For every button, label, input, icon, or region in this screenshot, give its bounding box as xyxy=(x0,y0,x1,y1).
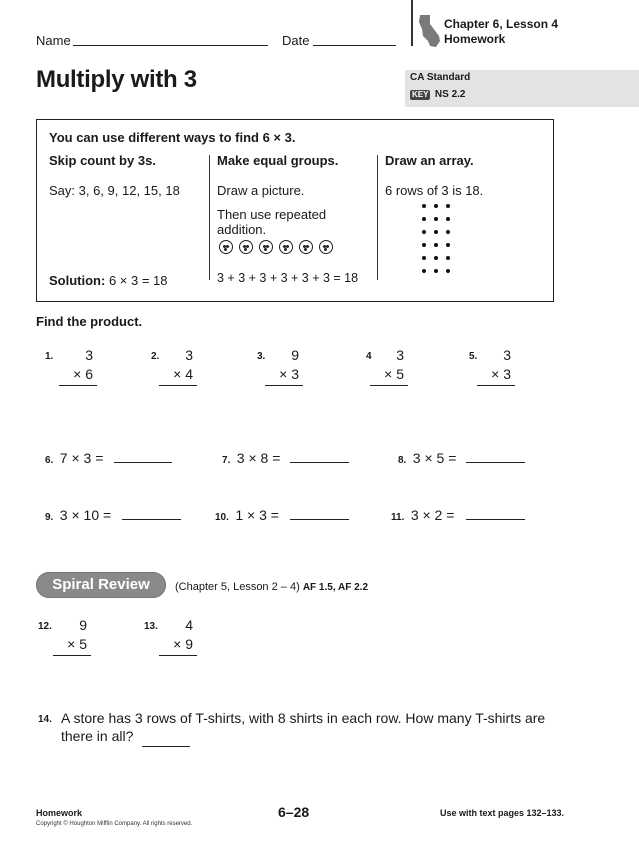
problem-top: 3 xyxy=(503,347,511,363)
copyright: Copyright © Houghton Mifflin Company. All rights reserved. xyxy=(36,821,193,827)
skip-count-heading: Skip count by 3s. xyxy=(49,153,156,168)
header-divider xyxy=(411,0,413,46)
array-dot xyxy=(434,269,438,273)
group-icon xyxy=(219,240,233,254)
groups-picture xyxy=(219,240,339,256)
problem-expression: 3 × 8 = xyxy=(236,450,281,466)
array-dot xyxy=(422,269,426,273)
key-badge: KEY xyxy=(412,90,429,99)
group-icon xyxy=(239,240,253,254)
array-dot xyxy=(446,243,450,247)
answer-rule xyxy=(477,385,515,386)
array-dot xyxy=(446,230,450,234)
horizontal-problem xyxy=(391,507,454,525)
group-icon xyxy=(299,240,313,254)
california-map-icon xyxy=(418,14,442,48)
problem-bottom: × 5 xyxy=(67,636,87,652)
column-divider-2 xyxy=(377,155,378,280)
problem-expression: 3 × 5 = xyxy=(412,450,457,466)
answer-rule xyxy=(53,655,91,656)
answer-rule xyxy=(265,385,303,386)
problem-top: 3 xyxy=(185,347,193,363)
array-dot xyxy=(446,256,450,260)
problem-bottom: × 3 xyxy=(279,366,299,382)
name-label: Name xyxy=(36,33,71,48)
array-dot xyxy=(422,256,426,260)
problem-bottom: × 6 xyxy=(73,366,93,382)
problem-bottom: × 9 xyxy=(173,636,193,652)
solution-label: Solution: xyxy=(49,273,106,288)
solution-value: 6 × 3 = 18 xyxy=(108,273,168,288)
array-dot xyxy=(422,230,426,234)
array-dot xyxy=(434,204,438,208)
answer-blank[interactable] xyxy=(466,462,525,463)
problem-expression: 1 × 3 = xyxy=(235,507,279,523)
array-heading: Draw an array. xyxy=(385,153,474,168)
horizontal-problem xyxy=(222,450,280,468)
problem-number: 13. xyxy=(144,621,158,632)
problem-number: 14. xyxy=(38,714,52,725)
problem-number: 6. xyxy=(45,455,54,466)
spiral-reference: (Chapter 5, Lesson 2 – 4) xyxy=(175,581,300,593)
problem-top: 3 xyxy=(85,347,93,363)
problem-expression: 7 × 3 = xyxy=(59,450,104,466)
equal-groups-text3: addition. xyxy=(217,222,267,237)
problem-number: 2. xyxy=(151,351,160,362)
group-icon xyxy=(279,240,293,254)
problem-number: 1. xyxy=(45,351,54,362)
problem-top: 9 xyxy=(291,347,299,363)
homework-type: Homework xyxy=(444,32,506,46)
instruction-intro: You can use different ways to find 6 × 3. xyxy=(49,130,296,145)
answer-rule xyxy=(159,385,197,386)
spiral-review-label: Spiral Review xyxy=(36,572,166,598)
equal-groups-text1: Draw a picture. xyxy=(217,183,305,198)
problem-bottom: × 3 xyxy=(491,366,511,382)
answer-rule xyxy=(59,385,97,386)
repeated-addition: 3 + 3 + 3 + 3 + 3 + 3 = 18 xyxy=(217,271,359,285)
answer-blank[interactable] xyxy=(122,519,181,520)
problem-number: 3. xyxy=(257,351,266,362)
date-field[interactable] xyxy=(313,45,396,46)
problem-number: 10. xyxy=(215,512,229,523)
standard-box xyxy=(405,70,639,107)
dot-array xyxy=(422,204,454,276)
horizontal-problem xyxy=(215,507,279,525)
problem-number: 11. xyxy=(391,512,405,523)
equal-groups-heading: Make equal groups. xyxy=(217,153,339,168)
problem-bottom: × 4 xyxy=(173,366,193,382)
horizontal-problem xyxy=(45,507,111,525)
array-dot xyxy=(434,256,438,260)
array-text: 6 rows of 3 is 18. xyxy=(385,183,484,198)
problem-number: 4 xyxy=(366,351,372,362)
skip-count-text: Say: 3, 6, 9, 12, 15, 18 xyxy=(49,183,180,198)
problem-top: 3 xyxy=(396,347,404,363)
answer-rule xyxy=(159,655,197,656)
answer-blank[interactable] xyxy=(290,519,349,520)
array-dot xyxy=(446,204,450,208)
array-dot xyxy=(422,217,426,221)
answer-blank[interactable] xyxy=(466,519,525,520)
word-problem-line2: there in all? xyxy=(61,728,134,744)
problem-number: 8. xyxy=(398,455,407,466)
horizontal-problem xyxy=(398,450,456,468)
horizontal-problem xyxy=(45,450,103,468)
name-field[interactable] xyxy=(73,45,268,46)
standard-title: CA Standard xyxy=(410,72,471,83)
group-icon xyxy=(259,240,273,254)
array-dot xyxy=(446,217,450,221)
page-title: Multiply with 3 xyxy=(36,66,197,93)
array-dot xyxy=(434,217,438,221)
answer-blank[interactable] xyxy=(114,462,172,463)
array-dot xyxy=(422,243,426,247)
array-dot xyxy=(446,269,450,273)
array-dot xyxy=(434,230,438,234)
standard-code: NS 2.2 xyxy=(434,89,466,100)
problem-number: 9. xyxy=(45,512,54,523)
array-dot xyxy=(434,243,438,247)
find-product-heading: Find the product. xyxy=(36,314,143,329)
answer-blank[interactable] xyxy=(290,462,349,463)
problem-top: 9 xyxy=(79,617,87,633)
problem-expression: 3 × 2 = xyxy=(410,507,455,523)
answer-rule xyxy=(370,385,408,386)
problem-top: 4 xyxy=(185,617,193,633)
problem-expression: 3 × 10 = xyxy=(59,507,112,523)
array-dot xyxy=(422,204,426,208)
group-icon xyxy=(319,240,333,254)
chapter-lesson: Chapter 6, Lesson 4 xyxy=(444,17,559,31)
word-problem-line1: A store has 3 rows of T-shirts, with 8 shirts in each row. How many T-shirts are xyxy=(61,710,546,726)
footer-left: Homework xyxy=(36,808,83,818)
spiral-standards: AF 1.5, AF 2.2 xyxy=(302,582,369,593)
answer-blank[interactable] xyxy=(142,746,190,747)
footer-right: Use with text pages 132–133. xyxy=(440,808,565,818)
problem-number: 7. xyxy=(222,455,231,466)
problem-bottom: × 5 xyxy=(384,366,404,382)
column-divider-1 xyxy=(209,155,210,280)
problem-number: 5. xyxy=(469,351,478,362)
equal-groups-text2: Then use repeated xyxy=(217,207,327,222)
problem-number: 12. xyxy=(38,621,52,632)
page-number: 6–28 xyxy=(278,804,310,820)
date-label: Date xyxy=(282,33,310,48)
